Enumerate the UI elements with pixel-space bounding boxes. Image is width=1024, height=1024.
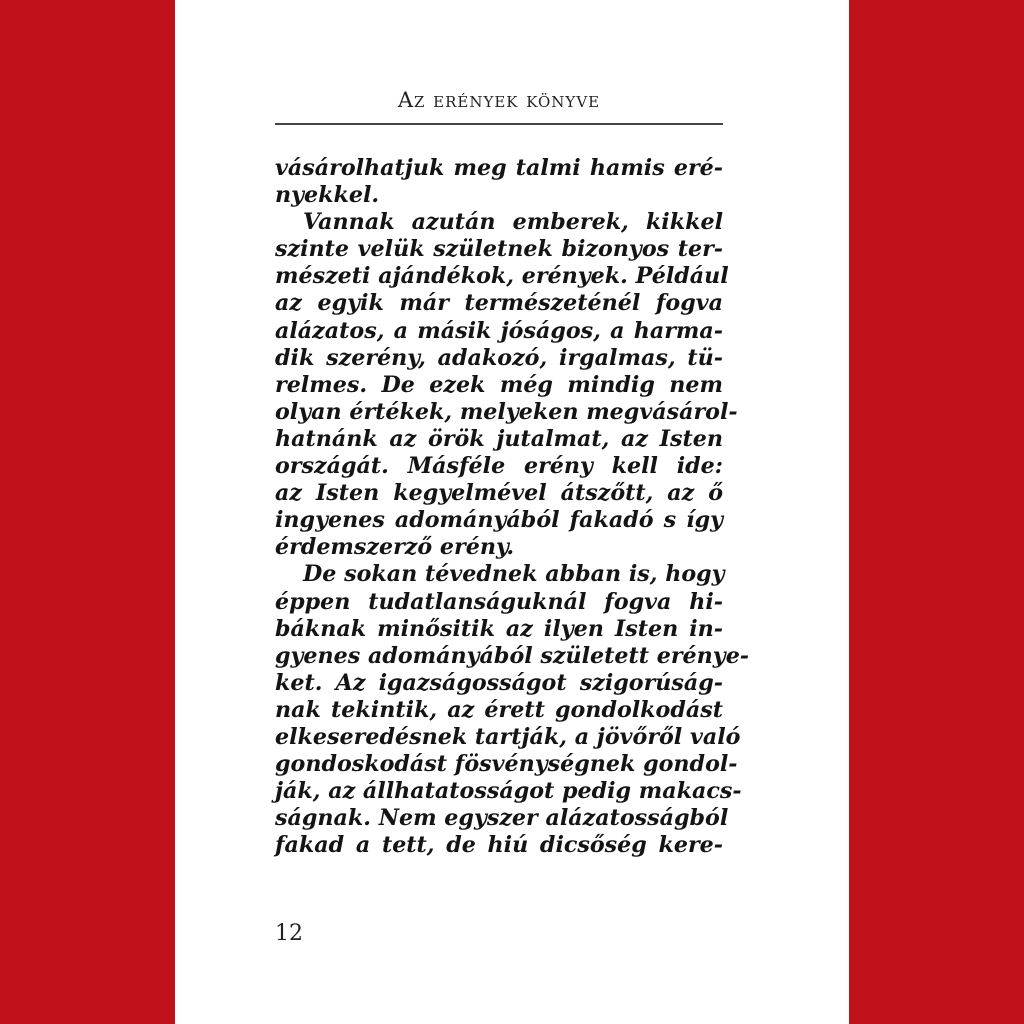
body-text xyxy=(275,155,750,859)
text-line: ják, az állhatatosságot pedig makacs- xyxy=(275,778,742,805)
text-line: nyekkel. xyxy=(275,182,380,209)
text-line: az egyik már természeténél fogva xyxy=(275,290,723,317)
header-rule xyxy=(275,123,723,125)
text-line: hatnánk az örök jutalmat, az Isten xyxy=(275,425,723,452)
text-line: dik szerény, adakozó, irgalmas, tü- xyxy=(275,344,723,371)
text-line: olyan értékek, melyeken megvásárol- xyxy=(275,398,738,425)
text-line: éppen tudatlanságuknál fogva hi- xyxy=(275,588,723,615)
text-line: relmes. De ezek még mindig nem xyxy=(275,371,723,398)
text-line: báknak minősitik az ilyen Isten in- xyxy=(275,615,723,642)
page-number: 12 xyxy=(275,921,303,946)
right-red-band xyxy=(849,0,1024,1024)
text-line: ingyenes adományából fakadó s így xyxy=(275,507,723,534)
text-line: gyenes adományából született erénye- xyxy=(275,642,750,669)
text-line: ket. Az igazságosságot szigorúság- xyxy=(275,669,723,696)
text-line: ságnak. Nem egyszer alázatosságból xyxy=(275,805,729,832)
text-line: gondoskodást fösvénységnek gondol- xyxy=(275,751,738,778)
running-head: Az erények könyve xyxy=(397,88,601,112)
text-line: vásárolhatjuk meg talmi hamis eré- xyxy=(275,155,723,181)
left-red-band xyxy=(0,0,175,1024)
text-line: nak tekintik, az érett gondolkodást xyxy=(275,696,723,723)
text-line: De sokan tévednek abban is, hogy xyxy=(303,561,725,588)
text-line: alázatos, a másik jóságos, a harma- xyxy=(275,317,723,344)
text-line: mészeti ajándékok, erények. Például xyxy=(275,263,729,290)
text-line: Vannak azután emberek, kikkel xyxy=(303,209,723,236)
text-line: elkeseredésnek tartják, a jövőről való xyxy=(275,723,741,750)
text-line: érdemszerző erény. xyxy=(275,534,515,561)
text-line: az Isten kegyelmével átszőtt, az ő xyxy=(275,480,723,507)
text-line: fakad a tett, de hiú dicsőség kere- xyxy=(275,832,723,859)
text-line: országát. Másféle erény kell ide: xyxy=(275,453,723,480)
text-line: szinte velük születnek bizonyos ter- xyxy=(275,236,723,263)
